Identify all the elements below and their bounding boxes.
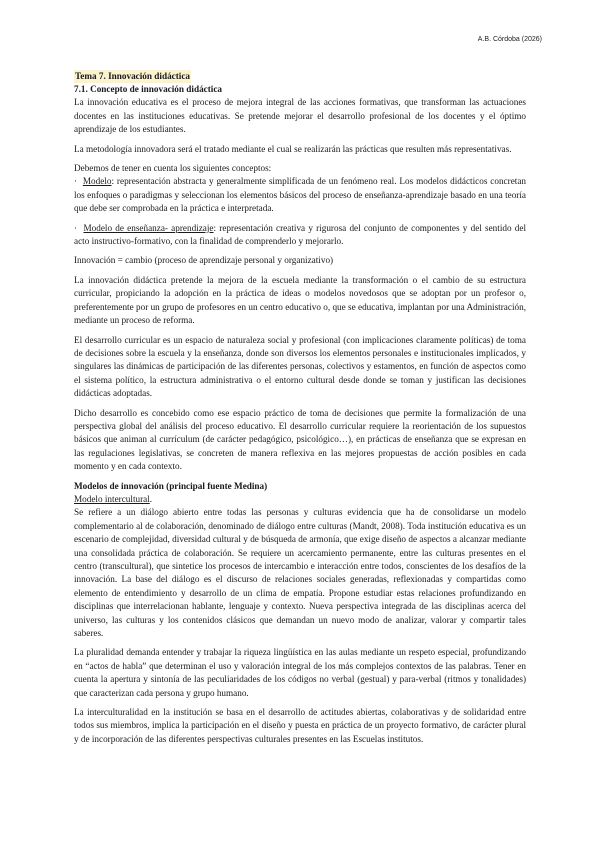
paragraph-didactic-innovation: La innovación didáctica pretende la mejora de la escuela mediante la transformación o el cambio de su estructura curricular, propiciando la adopción en la práctica de ideas o modelos novedosos que se adoptan por un profesor o, preferentemente por un grupo de profesores en un centro educativo o, que se educativa, implantan por una Administración, mediante un proceso de reforma. [74, 274, 526, 326]
paragraph-concepts-intro: Debemos de tener en cuenta los siguientes conceptos: [74, 163, 272, 174]
topic-title: Tema 7. Innovación didáctica [75, 71, 191, 81]
paragraph-innovation-definition: La innovación educativa es el proceso de mejora integral de las acciones formativas, que transforman las actuaciones docentes en las instituciones educativas. Se pretende mejorar el desarrollo profesional de los docentes y el óptimo aprendizaje de los estudiantes. [74, 97, 526, 135]
document-body [74, 70, 526, 752]
bullet-modelo: · Modelo: representación abstracta y generalmente simplificada de un fenómeno real. Los modelos didácticos concretan los enfoques o paradigmas y seleccionan los elementos básicos del proceso de enseñanza-aprendizaje basado en una teoría que debe ser comprobada en la práctica e interpretada. [74, 176, 527, 214]
bullet-modelo-text: : representación abstracta y generalmente simplificada de un fenómeno real. Los modelos didácticos concretan los enfoques o paradigmas y seleccionan los elementos básicos del proceso de enseñanza-aprendizaje basado en una teoría que debe ser comprobada en la práctica e interpretada. [74, 176, 527, 214]
page-header-author: A.B. Córdoba (2026) [477, 36, 542, 43]
topic-title-wrap [74, 70, 526, 83]
models-title: Modelos de innovación (principal fuente Medina) [74, 480, 268, 491]
paragraph-methodology: La metodología innovadora será el tratado mediante el cual se realizarán las prácticas que resulten más representativas. [74, 143, 512, 154]
bullet-modelo-ensenanza: · Modelo de enseñanza- aprendizaje: representación creativa y rigurosa del conjunto de componentes y del sentido del acto instructivo-formativo, con la finalidad de comprenderlo y mejorarlo. [74, 222, 527, 247]
paragraph-curricular-development: El desarrollo curricular es un espacio de naturaleza social y profesional (con implicaciones claramente políticas) de toma de decisiones sobre la escuela y la enseñanza, donde son diversos los elementos personales e institucionales implicados, y singulares las dinámicas de participación de las diferentes personas, colectivos y estamentos, en función de aspectos como el sistema político, la estructura administrativa o el entorno cultural desde donde se toman y justifican las decisiones didácticas adoptadas. [74, 334, 526, 399]
paragraph-innovation-equals-change: Innovación = cambio (proceso de aprendizaje personal y organizativo) [74, 255, 334, 266]
paragraph-development-practice: Dicho desarrollo es concebido como ese espacio práctico de toma de decisiones que permite la formalización de una perspectiva global del análisis del proceso educativo. El desarrollo curricular requiere la reorientación de los supuestos básicos que animan al currículum (de carácter pedagógico, psicológico…), en prácticas de enseñanza que se expresan en las regulaciones legislativas, se concreten de manera reflexiva en las mejores propuestas de acción posibles en cada momento y en cada contexto. [74, 407, 526, 472]
models-subtitle-end: . [149, 493, 153, 504]
paragraph-interculturality: La interculturalidad en la institución se basa en el desarrollo de actitudes abiertas, colaborativas y de solidaridad entre todos sus miembros, implica la participación en el diseño y puesta en práctica de un proyecto formativo, de carácter plural y de incorporación de las diferentes perspectivas culturales presentes en las Escuelas institutos. [74, 707, 526, 744]
bullet-modelo-ensenanza-term: Modelo de enseñanza- aprendizaje [83, 222, 214, 233]
paragraph-intercultural-model: Se refiere a un diálogo abierto entre todas las personas y culturas evidencia que ha de consolidarse un modelo complementario al de colaboración, denominado de diálogo entre culturas (Mandt, 2008). Toda institución educativa es un escenario de complejidad, diversidad cultural y de búsqueda de armonía, que exige diseño de aspectos a alcanzar mediante una consolidada práctica de colaboración. Se requiere un acercamiento permanente, entre las culturas presentes en el centro (transcultural), que sintetice los procesos de intercambio e interacción entre todos, conscientes de los desafíos de la innovación. La base del diálogo es el discurso de relaciones sociales generadas, reflexionadas y compartidas como elemento de entendimiento y desarrollo de un clima de empatía. Propone estudiar estas relaciones profundizando en disciplinas que interrelacionan hablante, lenguaje y contexto. Nueva perspectiva integrada de las disciplinas acerca del universo, las culturas y los contenidos clásicos que demandan un nuevo modo de analizar, valorar y compartir tales saberes. [74, 507, 526, 639]
section-title: 7.1. Concepto de innovación didáctica [74, 84, 223, 95]
paragraph-plurality: La pluralidad demanda entender y trabajar la riqueza lingüística en las aulas mediante un respeto especial, profundizando en “actos de habla” que determinan el uso y valoración integral de los más complejos contextos de las palabras. Tener en cuenta la apertura y sintonía de las peculiaridades de los códigos no verbal (gestual) y para-verbal (ritmos y tonalidades) que caracterizan cada persona y grupo humano. [74, 647, 526, 698]
models-subtitle: Modelo intercultural [74, 493, 150, 504]
models-subtitle-wrap [74, 493, 526, 506]
bullet-modelo-ensenanza-text: : representación creativa y rigurosa del conjunto de componentes y del sentido del acto instructivo-formativo, con la finalidad de comprenderlo y mejorarlo. [74, 222, 527, 247]
bullet-modelo-term: Modelo [82, 176, 112, 187]
